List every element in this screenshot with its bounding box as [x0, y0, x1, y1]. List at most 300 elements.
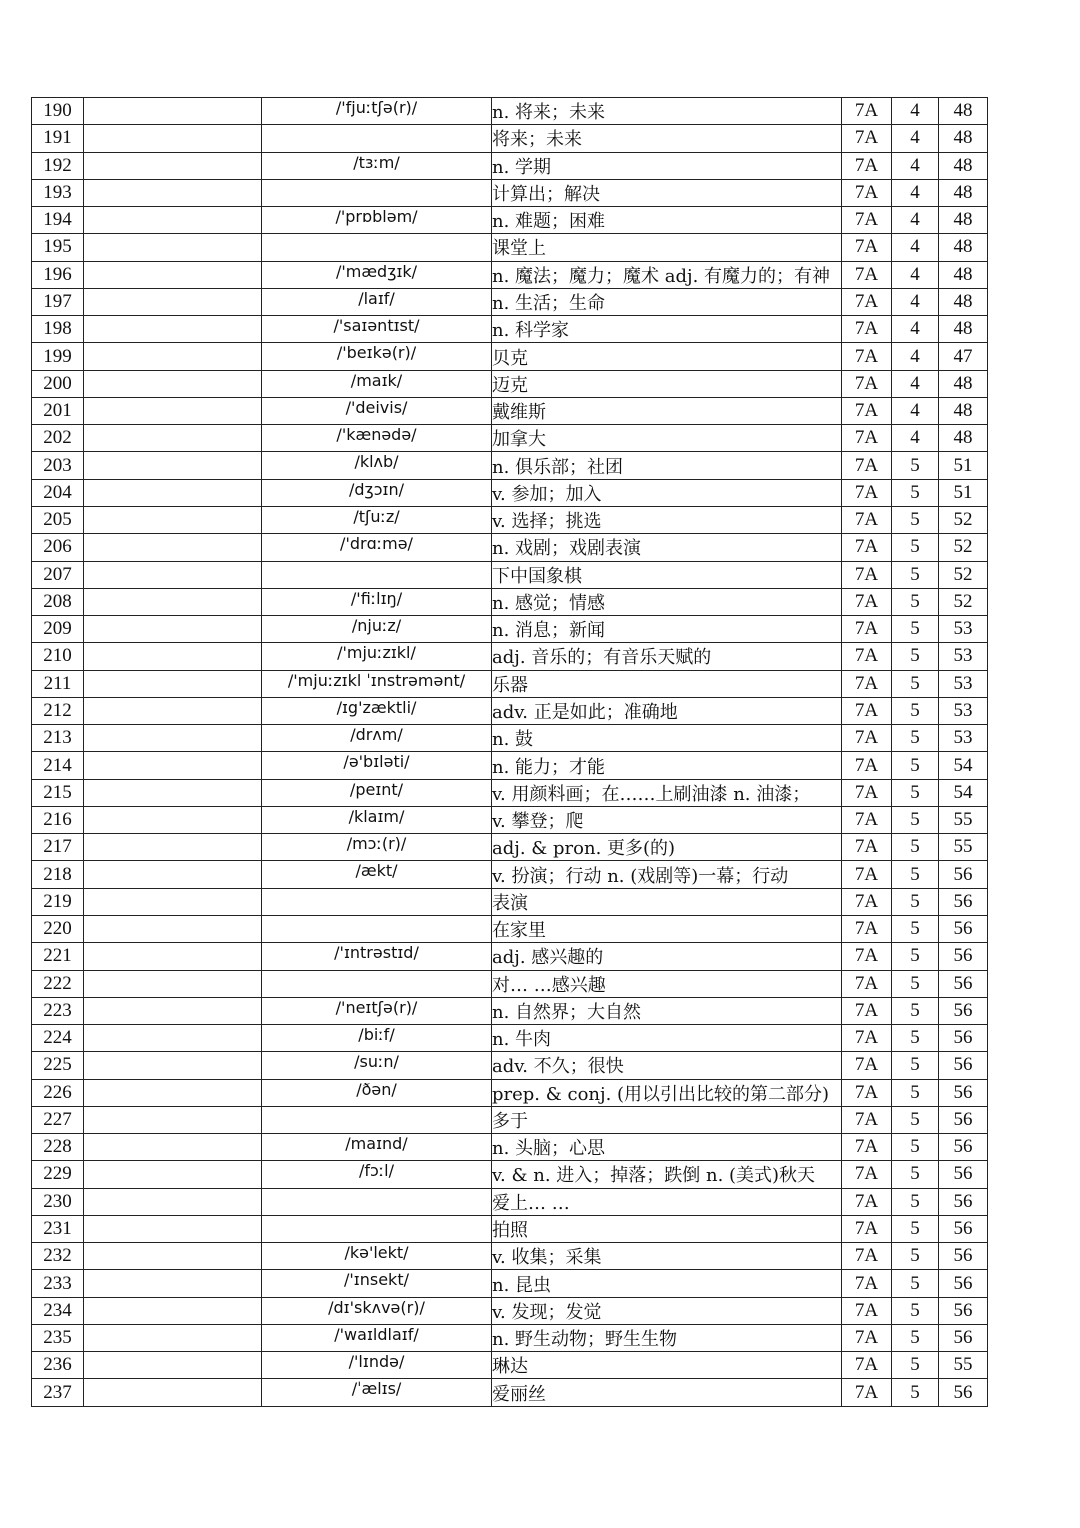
phonetic-cell: /'mjuːzɪkl/: [262, 643, 492, 670]
word-cell: [84, 997, 262, 1024]
table-row: [32, 534, 988, 561]
table-row: [32, 370, 988, 397]
page-cell: 51: [939, 452, 988, 479]
row-number: 214: [32, 752, 84, 779]
row-number: 229: [32, 1161, 84, 1188]
unit-cell: 5: [892, 1215, 939, 1242]
page-cell: 56: [939, 1188, 988, 1215]
row-number: 207: [32, 561, 84, 588]
phonetic-cell: /'deivis/: [262, 397, 492, 424]
unit-cell: 5: [892, 1079, 939, 1106]
word-cell: [84, 1352, 262, 1379]
meaning-cell: 表演: [492, 888, 842, 915]
meaning-cell: n. 鼓: [492, 725, 842, 752]
row-number: 218: [32, 861, 84, 888]
phonetic-cell: /biːf/: [262, 1025, 492, 1052]
vocabulary-table: [31, 97, 988, 1407]
meaning-cell: n. 牛肉: [492, 1025, 842, 1052]
table-row: [32, 670, 988, 697]
meaning-cell: adv. 不久；很快: [492, 1052, 842, 1079]
row-number: 223: [32, 997, 84, 1024]
phonetic-cell: /'fjuːtʃə(r)/: [262, 98, 492, 125]
table-row: [32, 943, 988, 970]
phonetic-cell: /'prɒbləm/: [262, 207, 492, 234]
phonetic-cell: [262, 888, 492, 915]
row-number: 206: [32, 534, 84, 561]
unit-cell: 4: [892, 179, 939, 206]
book-cell: 7A: [842, 888, 892, 915]
unit-cell: 5: [892, 1106, 939, 1133]
table-row: [32, 343, 988, 370]
page-cell: 56: [939, 1215, 988, 1242]
page-cell: 48: [939, 425, 988, 452]
page-cell: 53: [939, 725, 988, 752]
row-number: 222: [32, 970, 84, 997]
book-cell: 7A: [842, 697, 892, 724]
unit-cell: 5: [892, 970, 939, 997]
meaning-cell: n. 消息；新闻: [492, 616, 842, 643]
row-number: 192: [32, 152, 84, 179]
row-number: 215: [32, 779, 84, 806]
book-cell: 7A: [842, 1079, 892, 1106]
book-cell: 7A: [842, 1243, 892, 1270]
page-cell: 54: [939, 752, 988, 779]
table-row: [32, 616, 988, 643]
unit-cell: 5: [892, 1379, 939, 1406]
unit-cell: 5: [892, 1188, 939, 1215]
page-cell: 56: [939, 970, 988, 997]
unit-cell: 5: [892, 1297, 939, 1324]
row-number: 194: [32, 207, 84, 234]
book-cell: 7A: [842, 152, 892, 179]
word-cell: [84, 1052, 262, 1079]
table-row: [32, 1134, 988, 1161]
phonetic-cell: [262, 1215, 492, 1242]
table-row: [32, 643, 988, 670]
book-cell: 7A: [842, 288, 892, 315]
meaning-cell: 拍照: [492, 1215, 842, 1242]
word-cell: [84, 806, 262, 833]
meaning-cell: n. 难题；困难: [492, 207, 842, 234]
book-cell: 7A: [842, 316, 892, 343]
row-number: 217: [32, 834, 84, 861]
unit-cell: 5: [892, 506, 939, 533]
meaning-cell: n. 自然界；大自然: [492, 997, 842, 1024]
meaning-cell: n. 生活；生命: [492, 288, 842, 315]
word-cell: [84, 98, 262, 125]
word-cell: [84, 125, 262, 152]
table-row: [32, 997, 988, 1024]
phonetic-cell: [262, 179, 492, 206]
book-cell: 7A: [842, 98, 892, 125]
book-cell: 7A: [842, 1297, 892, 1324]
word-cell: [84, 343, 262, 370]
page-cell: 56: [939, 915, 988, 942]
word-cell: [84, 752, 262, 779]
row-number: 220: [32, 915, 84, 942]
unit-cell: 4: [892, 152, 939, 179]
unit-cell: 4: [892, 98, 939, 125]
row-number: 201: [32, 397, 84, 424]
word-cell: [84, 425, 262, 452]
page-cell: 56: [939, 888, 988, 915]
book-cell: 7A: [842, 861, 892, 888]
meaning-cell: 加拿大: [492, 425, 842, 452]
word-cell: [84, 725, 262, 752]
row-number: 221: [32, 943, 84, 970]
meaning-cell: v. 收集；采集: [492, 1243, 842, 1270]
phonetic-cell: /'waɪldlaɪf/: [262, 1324, 492, 1351]
unit-cell: 4: [892, 316, 939, 343]
word-cell: [84, 915, 262, 942]
word-cell: [84, 970, 262, 997]
meaning-cell: 乐器: [492, 670, 842, 697]
phonetic-cell: [262, 1106, 492, 1133]
unit-cell: 5: [892, 1052, 939, 1079]
word-cell: [84, 1379, 262, 1406]
book-cell: 7A: [842, 643, 892, 670]
word-cell: [84, 316, 262, 343]
book-cell: 7A: [842, 370, 892, 397]
meaning-cell: v. 扮演；行动 n. (戏剧等)一幕；行动: [492, 861, 842, 888]
meaning-cell: 课堂上: [492, 234, 842, 261]
table-row: [32, 125, 988, 152]
row-number: 199: [32, 343, 84, 370]
word-cell: [84, 643, 262, 670]
table-row: [32, 697, 988, 724]
row-number: 191: [32, 125, 84, 152]
meaning-cell: adj. 音乐的；有音乐天赋的: [492, 643, 842, 670]
book-cell: 7A: [842, 1052, 892, 1079]
phonetic-cell: /fɔːl/: [262, 1161, 492, 1188]
page-cell: 51: [939, 479, 988, 506]
row-number: 231: [32, 1215, 84, 1242]
book-cell: 7A: [842, 479, 892, 506]
unit-cell: 5: [892, 479, 939, 506]
page-cell: 54: [939, 779, 988, 806]
book-cell: 7A: [842, 425, 892, 452]
page-cell: 55: [939, 834, 988, 861]
row-number: 232: [32, 1243, 84, 1270]
word-cell: [84, 1106, 262, 1133]
table-row: [32, 98, 988, 125]
word-cell: [84, 861, 262, 888]
meaning-cell: n. 能力；才能: [492, 752, 842, 779]
table-row: [32, 588, 988, 615]
table-row: [32, 1352, 988, 1379]
row-number: 210: [32, 643, 84, 670]
word-cell: [84, 1134, 262, 1161]
unit-cell: 5: [892, 1161, 939, 1188]
table-row: [32, 1243, 988, 1270]
word-cell: [84, 370, 262, 397]
word-cell: [84, 207, 262, 234]
page-cell: 48: [939, 288, 988, 315]
meaning-cell: 计算出；解决: [492, 179, 842, 206]
page-cell: 55: [939, 806, 988, 833]
row-number: 216: [32, 806, 84, 833]
unit-cell: 4: [892, 370, 939, 397]
meaning-cell: 将来；未来: [492, 125, 842, 152]
table-row: [32, 316, 988, 343]
page-cell: 56: [939, 1270, 988, 1297]
unit-cell: 5: [892, 561, 939, 588]
meaning-cell: v. 发现；发觉: [492, 1297, 842, 1324]
book-cell: 7A: [842, 207, 892, 234]
phonetic-cell: /ɪg'zæktli/: [262, 697, 492, 724]
meaning-cell: v. 参加；加入: [492, 479, 842, 506]
word-cell: [84, 1025, 262, 1052]
row-number: 209: [32, 616, 84, 643]
meaning-cell: 贝克: [492, 343, 842, 370]
row-number: 224: [32, 1025, 84, 1052]
phonetic-cell: /'mjuːzɪkl ˈɪnstrəmənt/: [262, 670, 492, 697]
phonetic-cell: /'kænədə/: [262, 425, 492, 452]
meaning-cell: n. 感觉；情感: [492, 588, 842, 615]
meaning-cell: 下中国象棋: [492, 561, 842, 588]
table-row: [32, 288, 988, 315]
unit-cell: 5: [892, 915, 939, 942]
page-cell: 56: [939, 1324, 988, 1351]
book-cell: 7A: [842, 1324, 892, 1351]
page-cell: 56: [939, 1025, 988, 1052]
page-cell: 55: [939, 1352, 988, 1379]
page-cell: 48: [939, 207, 988, 234]
phonetic-cell: /'fiːlɪŋ/: [262, 588, 492, 615]
table-row: [32, 861, 988, 888]
phonetic-cell: /'ɪnsekt/: [262, 1270, 492, 1297]
meaning-cell: n. 昆虫: [492, 1270, 842, 1297]
word-cell: [84, 697, 262, 724]
table-row: [32, 970, 988, 997]
book-cell: 7A: [842, 1134, 892, 1161]
meaning-cell: n. 野生动物；野生生物: [492, 1324, 842, 1351]
book-cell: 7A: [842, 397, 892, 424]
meaning-cell: n. 学期: [492, 152, 842, 179]
page-cell: 56: [939, 1243, 988, 1270]
page-cell: 56: [939, 1297, 988, 1324]
phonetic-cell: /dɪ'skʌvə(r)/: [262, 1297, 492, 1324]
row-number: 227: [32, 1106, 84, 1133]
row-number: 204: [32, 479, 84, 506]
unit-cell: 5: [892, 588, 939, 615]
table-row: [32, 1106, 988, 1133]
page-cell: 53: [939, 697, 988, 724]
row-number: 226: [32, 1079, 84, 1106]
row-number: 228: [32, 1134, 84, 1161]
phonetic-cell: /klaɪm/: [262, 806, 492, 833]
row-number: 235: [32, 1324, 84, 1351]
unit-cell: 5: [892, 1324, 939, 1351]
meaning-cell: 对… …感兴趣: [492, 970, 842, 997]
word-cell: [84, 834, 262, 861]
table-row: [32, 425, 988, 452]
meaning-cell: v. 选择；挑选: [492, 506, 842, 533]
meaning-cell: n. 俱乐部；社团: [492, 452, 842, 479]
table-row: [32, 207, 988, 234]
phonetic-cell: /ˈælɪs/: [262, 1379, 492, 1406]
unit-cell: 5: [892, 643, 939, 670]
word-cell: [84, 888, 262, 915]
table-row: [32, 1025, 988, 1052]
phonetic-cell: [262, 234, 492, 261]
page-cell: 56: [939, 1106, 988, 1133]
word-cell: [84, 179, 262, 206]
table-row: [32, 506, 988, 533]
book-cell: 7A: [842, 943, 892, 970]
phonetic-cell: [262, 915, 492, 942]
table-row: [32, 261, 988, 288]
page-cell: 56: [939, 1134, 988, 1161]
table-row: [32, 397, 988, 424]
page-cell: 53: [939, 643, 988, 670]
phonetic-cell: /laɪf/: [262, 288, 492, 315]
page-cell: 56: [939, 1052, 988, 1079]
row-number: 219: [32, 888, 84, 915]
phonetic-cell: /tʃuːz/: [262, 506, 492, 533]
phonetic-cell: [262, 561, 492, 588]
meaning-cell: n. 将来；未来: [492, 98, 842, 125]
phonetic-cell: /peɪnt/: [262, 779, 492, 806]
row-number: 205: [32, 506, 84, 533]
row-number: 208: [32, 588, 84, 615]
page-cell: 48: [939, 316, 988, 343]
word-cell: [84, 1243, 262, 1270]
table-row: [32, 1270, 988, 1297]
phonetic-cell: [262, 125, 492, 152]
unit-cell: 5: [892, 806, 939, 833]
book-cell: 7A: [842, 806, 892, 833]
phonetic-cell: /'mædʒɪk/: [262, 261, 492, 288]
book-cell: 7A: [842, 997, 892, 1024]
unit-cell: 5: [892, 779, 939, 806]
table-row: [32, 1052, 988, 1079]
book-cell: 7A: [842, 1352, 892, 1379]
page-cell: 53: [939, 616, 988, 643]
phonetic-cell: [262, 970, 492, 997]
page-cell: 52: [939, 588, 988, 615]
phonetic-cell: /ækt/: [262, 861, 492, 888]
row-number: 211: [32, 670, 84, 697]
unit-cell: 4: [892, 343, 939, 370]
unit-cell: 4: [892, 425, 939, 452]
word-cell: [84, 1079, 262, 1106]
table-row: [32, 779, 988, 806]
row-number: 237: [32, 1379, 84, 1406]
book-cell: 7A: [842, 1215, 892, 1242]
phonetic-cell: /'beɪkə(r)/: [262, 343, 492, 370]
word-cell: [84, 534, 262, 561]
table-row: [32, 179, 988, 206]
table-row: [32, 1324, 988, 1351]
word-cell: [84, 588, 262, 615]
phonetic-cell: /kə'lekt/: [262, 1243, 492, 1270]
unit-cell: 5: [892, 834, 939, 861]
unit-cell: 5: [892, 861, 939, 888]
unit-cell: 5: [892, 452, 939, 479]
page-cell: 48: [939, 370, 988, 397]
unit-cell: 5: [892, 1270, 939, 1297]
book-cell: 7A: [842, 1379, 892, 1406]
word-cell: [84, 397, 262, 424]
phonetic-cell: /'lɪndə/: [262, 1352, 492, 1379]
meaning-cell: v. 用颜料画；在……上刷油漆 n. 油漆；: [492, 779, 842, 806]
book-cell: 7A: [842, 752, 892, 779]
phonetic-cell: /drʌm/: [262, 725, 492, 752]
book-cell: 7A: [842, 1025, 892, 1052]
meaning-cell: adj. & pron. 更多(的): [492, 834, 842, 861]
page-cell: 56: [939, 1161, 988, 1188]
book-cell: 7A: [842, 670, 892, 697]
row-number: 225: [32, 1052, 84, 1079]
unit-cell: 5: [892, 888, 939, 915]
book-cell: 7A: [842, 234, 892, 261]
word-cell: [84, 261, 262, 288]
phonetic-cell: /'neɪtʃə(r)/: [262, 997, 492, 1024]
phonetic-cell: /njuːz/: [262, 616, 492, 643]
phonetic-cell: /ə'bɪləti/: [262, 752, 492, 779]
page-cell: 56: [939, 861, 988, 888]
book-cell: 7A: [842, 970, 892, 997]
page-cell: 48: [939, 179, 988, 206]
book-cell: 7A: [842, 561, 892, 588]
unit-cell: 4: [892, 261, 939, 288]
book-cell: 7A: [842, 1161, 892, 1188]
table-row: [32, 152, 988, 179]
row-number: 230: [32, 1188, 84, 1215]
book-cell: 7A: [842, 1106, 892, 1133]
page-cell: 52: [939, 561, 988, 588]
row-number: 203: [32, 452, 84, 479]
phonetic-cell: /'saɪəntɪst/: [262, 316, 492, 343]
unit-cell: 5: [892, 670, 939, 697]
row-number: 202: [32, 425, 84, 452]
book-cell: 7A: [842, 1270, 892, 1297]
word-cell: [84, 670, 262, 697]
phonetic-cell: /maɪk/: [262, 370, 492, 397]
table-row: [32, 234, 988, 261]
phonetic-cell: /suːn/: [262, 1052, 492, 1079]
unit-cell: 5: [892, 943, 939, 970]
book-cell: 7A: [842, 452, 892, 479]
unit-cell: 5: [892, 997, 939, 1024]
unit-cell: 5: [892, 725, 939, 752]
page-cell: 48: [939, 98, 988, 125]
table-row: [32, 561, 988, 588]
book-cell: 7A: [842, 1188, 892, 1215]
row-number: 198: [32, 316, 84, 343]
page-cell: 56: [939, 1379, 988, 1406]
word-cell: [84, 1161, 262, 1188]
book-cell: 7A: [842, 179, 892, 206]
row-number: 197: [32, 288, 84, 315]
row-number: 234: [32, 1297, 84, 1324]
book-cell: 7A: [842, 588, 892, 615]
meaning-cell: prep. & conj. (用以引出比较的第二部分): [492, 1079, 842, 1106]
book-cell: 7A: [842, 261, 892, 288]
table-row: [32, 752, 988, 779]
book-cell: 7A: [842, 125, 892, 152]
page-cell: 52: [939, 506, 988, 533]
phonetic-cell: /'drɑːmə/: [262, 534, 492, 561]
unit-cell: 5: [892, 1134, 939, 1161]
unit-cell: 4: [892, 207, 939, 234]
meaning-cell: v. & n. 进入；掉落；跌倒 n. (美式)秋天: [492, 1161, 842, 1188]
word-cell: [84, 1324, 262, 1351]
unit-cell: 5: [892, 534, 939, 561]
page-cell: 56: [939, 997, 988, 1024]
meaning-cell: 爱上… …: [492, 1188, 842, 1215]
